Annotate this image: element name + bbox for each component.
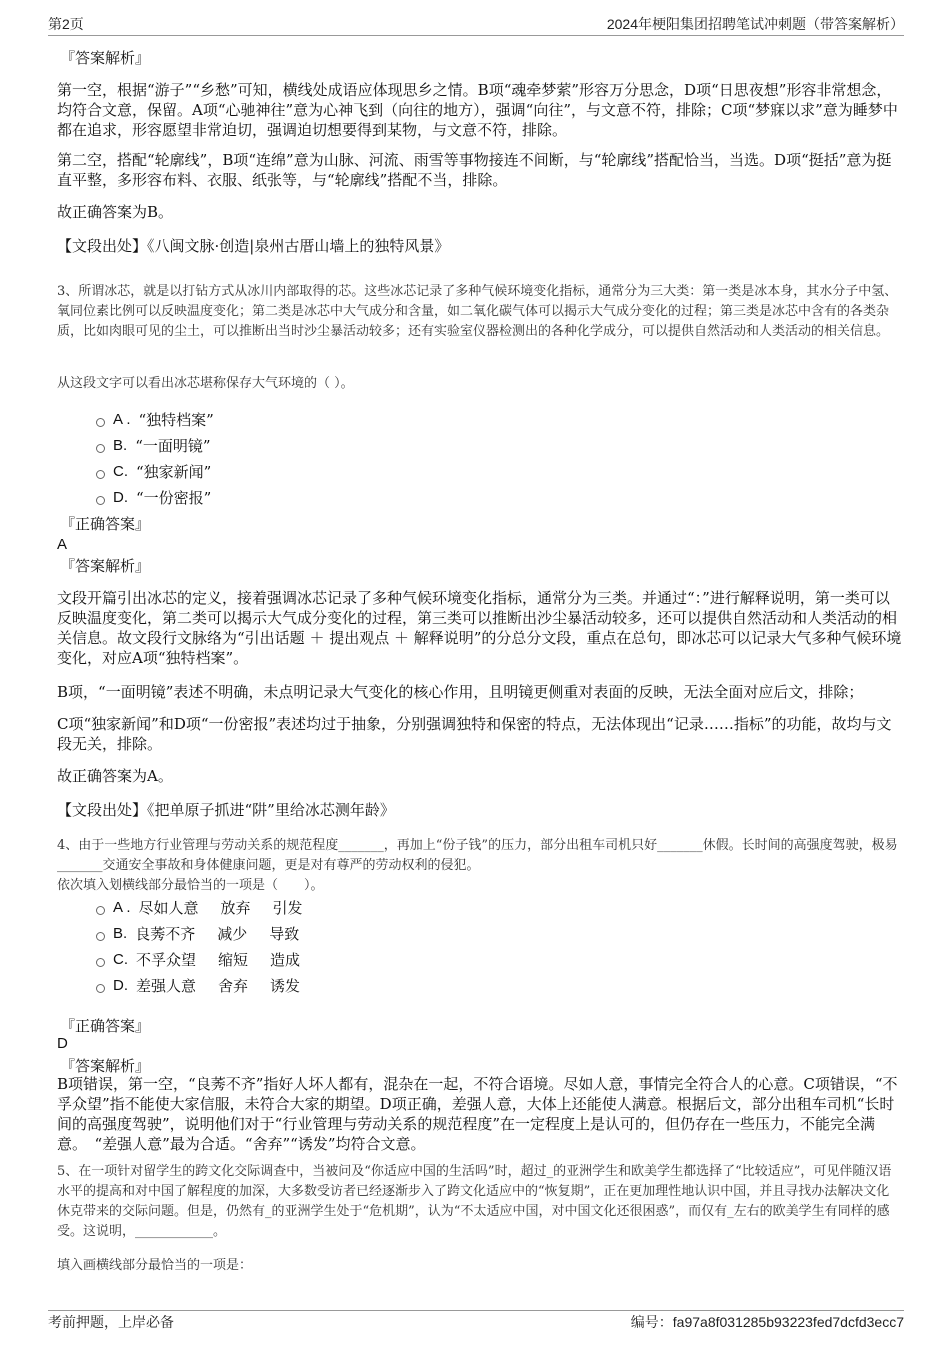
header-divider [48, 35, 904, 36]
page-header [48, 14, 904, 34]
q4-option-b[interactable]: B. 良莠不齐 减少 导致 [96, 924, 321, 944]
q3-option-d[interactable]: D. “一份密报” [96, 488, 211, 508]
q2-analysis-para1: 第一空，根据“游子”“乡愁”可知，横线处成语应体现思乡之情。B项“魂牵梦萦”形容万分思念，D项“日思夜想”形容非常想念，均符合文意，保留。A项“心驰神往”意为心神飞到（向往的地方），强调“向往”，与文意不符，排除；C项“梦寐以求”意为睡梦中都在追求，形容愿望非常迫切，强调迫切想要得到某物，与文意不符，排除。 [57, 81, 898, 139]
q4-correct-answer: D [57, 1035, 68, 1052]
q3-conclusion: 故正确答案为A。 [57, 767, 173, 785]
document-id: 编号：fa97a8f031285b93223fed7dcfd3ecc7 [630, 1314, 904, 1330]
q3-analysis-para1: 文段开篇引出冰芯的定义，接着强调冰芯记录了多种气候环境变化指标，通常分为三类。并通过“：”进行解释说明，第一类可以反映温度变化，第二类可以揭示大气成分变化的过程，第三类可以推断出沙尘暴活动较多，还可以提供自然活动和人类活动的相关信息。故文段行文脉络为“引出话题 ＋ 提出观点 ＋ 解释说明”的分总分文段，重点在总句，即冰芯可以记录大气多种气候环境变化，对应A项“独特档案”。 [57, 589, 902, 667]
q4-option-d[interactable]: D. 差强人意 舍弃 诱发 [96, 976, 322, 996]
q5-stem: 5、在一项针对留学生的跨文化交际调查中，当被问及“你适应中国的生活吗”时，超过_的亚洲学生和欧美学生都选择了“比较适应”，可见伴随汉语水平的提高和对中国了解程度的加深，大多数受访者已经逐渐步入了跨文化适应中的“恢复期”，正在更加理性地认识中国，并且寻找办法解决文化休克带来的交际问题。但是，仍然有_的亚洲学生处于“危机期”，认为“不太适应中国，对中国文化还很困惑”，而仅有_左右的欧美学生有同样的感受。这说明，____________。 [57, 1164, 892, 1239]
radio-icon[interactable] [96, 906, 105, 915]
radio-icon[interactable] [96, 418, 105, 427]
q4-option-a[interactable]: A . 尽如人意 放弃 引发 [96, 898, 325, 918]
radio-icon[interactable] [96, 984, 105, 993]
q2-analysis-para2: 第二空，搭配“轮廓线”，B项“连绵”意为山脉、河流、雨雪等事物接连不间断，与“轮廓线”搭配恰当，当选。D项“挺括”意为挺直平整，多形容布料、衣服、纸张等，与“轮廓线”搭配不当，排除。 [57, 151, 892, 189]
q4-option-c[interactable]: C. 不孚众望 缩短 造成 [96, 950, 322, 970]
q3-question: 从这段文字可以看出冰芯堪称保存大气环境的（ ）。 [57, 376, 354, 391]
document-title: 2024年梗阳集团招聘笔试冲刺题（带答案解析） [606, 16, 904, 32]
q3-analysis-para2: B项，“一面明镜”表述不明确，未点明记录大气变化的核心作用，且明镜更侧重对表面的反映，无法全面对应后文，排除； [57, 683, 864, 701]
q3-option-b[interactable]: B. “一面明镜” [96, 436, 211, 456]
q4-analysis-label: 『答案解析』 [60, 1057, 151, 1075]
q3-option-a[interactable]: A . “独特档案” [96, 410, 214, 430]
radio-icon[interactable] [96, 932, 105, 941]
q3-source: 【文段出处】《把单原子抓进“阱”里给冰芯测年龄》 [57, 801, 395, 819]
q4-question: 依次填入划横线部分最恰当的一项是（ ）。 [57, 878, 324, 893]
radio-icon[interactable] [96, 496, 105, 505]
q5-question: 填入画横线部分最恰当的一项是： [57, 1258, 253, 1273]
q3-option-c[interactable]: C. “独家新闻” [96, 462, 211, 482]
q4-correct-label: 『正确答案』 [60, 1017, 151, 1035]
q2-conclusion: 故正确答案为B。 [57, 203, 174, 221]
page-footer [48, 1312, 904, 1332]
radio-icon[interactable] [96, 470, 105, 479]
q4-analysis: B项错误，第一空，“良莠不齐”指好人坏人都有，混杂在一起，不符合语境。尽如人意，事情完全符合人的心意。C项错误，“不孚众望”指不能使大家信服，未符合大家的期望。D项正确，差强人意，大体上还能使人满意。根据后文，部分出租车司机“长时间的高强度驾驶”，说明他们对于“行业管理与劳动关系的规范程度”在一定程度上是认可的，但仍存在一些压力，不能完全满意。 “差强人意”最为合适。“舍弃”“诱发”均符合文意。 [57, 1075, 898, 1153]
q4-stem: 4、由于一些地方行业管理与劳动关系的规范程度_______，再加上“份子钱”的压力，部分出租车司机只好_______休假。长时间的高强度驾驶，极易_______交通安全事故和身体健康问题，更是对有尊严的劳动权利的侵犯。 [57, 838, 898, 873]
q2-analysis-label: 『答案解析』 [60, 49, 151, 67]
radio-icon[interactable] [96, 444, 105, 453]
q3-analysis-para3: C项“独家新闻”和D项“一份密报”表述均过于抽象，分别强调独特和保密的特点，无法体现出“记录……指标”的功能，故均与文段无关，排除。 [57, 715, 892, 753]
q3-correct-answer: A [57, 536, 68, 553]
footer-slogan: 考前押题，上岸必备 [48, 1315, 174, 1331]
radio-icon[interactable] [96, 958, 105, 967]
q3-correct-label: 『正确答案』 [60, 515, 151, 533]
q2-source: 【文段出处】《八闽文脉·创造|泉州古厝山墙上的独特风景》 [57, 237, 450, 255]
footer-divider [48, 1310, 904, 1311]
page-number: 第2页 [48, 16, 84, 32]
q3-stem: 3、所谓冰芯，就是以打钻方式从冰川内部取得的芯。这些冰芯记录了多种气候环境变化指标，通常分为三大类：第一类是冰本身，其水分子中氢、氧同位素比例可以反映温度变化；第二类是冰芯中大气成分和含量，如二氧化碳气体可以揭示大气成分变化的过程；第三类是冰芯中含有的各类杂质，比如肉眼可见的尘土，可以推断出当时沙尘暴活动较多；还有实验室仪器检测出的各种化学成分，可以提供自然活动和人类活动的相关信息。 [57, 284, 898, 339]
q3-analysis-label: 『答案解析』 [60, 557, 151, 575]
